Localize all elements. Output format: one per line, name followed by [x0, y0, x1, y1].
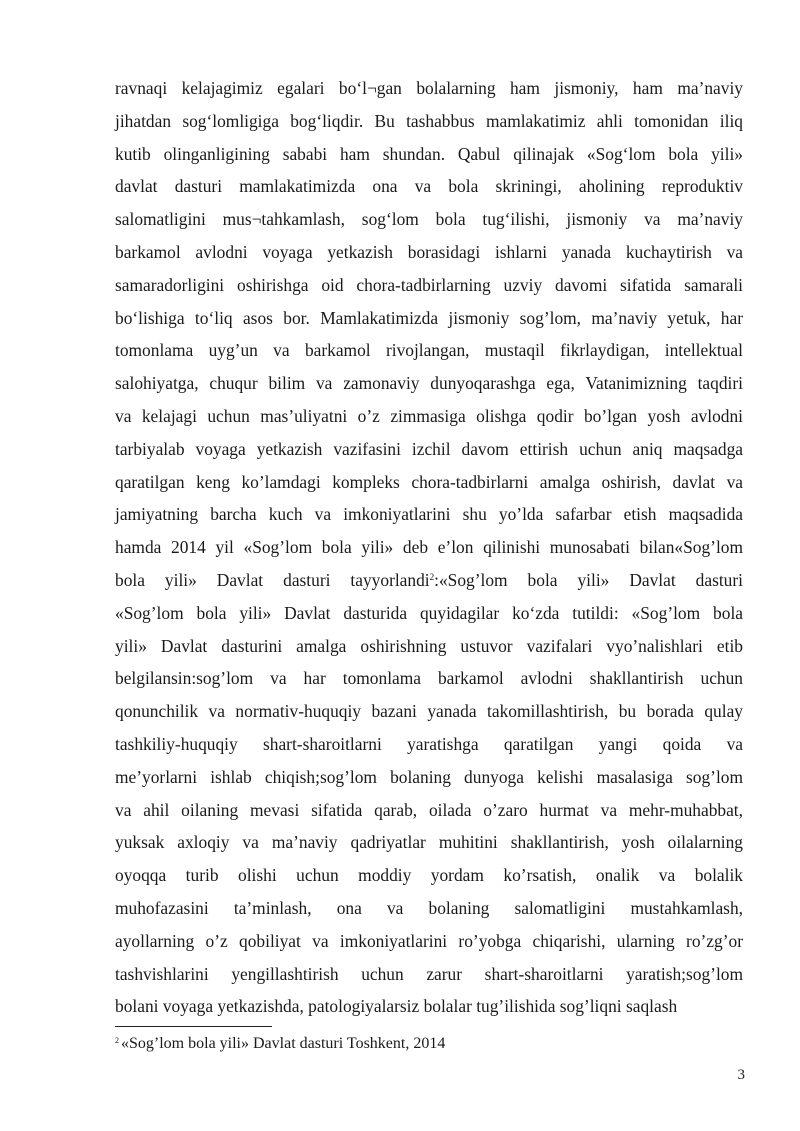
text-line	[115, 433, 743, 466]
text-line-content: yili» Davlat dasturini amalga oshirishning ustuvor vazifalari vyo’nalishlari etib	[115, 635, 743, 656]
text-line	[115, 892, 743, 925]
text-line-content: jamiyatning barcha kuch va imkoniyatlarini shu yo’lda safarbar etish maqsadida	[115, 504, 743, 525]
footnote	[115, 1034, 445, 1054]
text-line	[115, 695, 743, 728]
text-line-content: barkamol avlodni voyaga yetkazish borasidagi ishlarni yanada kuchaytirish va	[115, 241, 743, 262]
text-line-content: davlat dasturi mamlakatimizda ona va bola skriningi, aholining reproduktiv	[115, 176, 743, 197]
text-line-content: bo‘lishiga to‘liq asos bor. Mamlakatimizda jismoniy sog’lom, ma’naviy yetuk, har	[115, 307, 743, 328]
text-line-content: tashvishlarini yengillashtirish uchun zarur shart-sharoitlarni yaratish;sog’lom	[115, 963, 743, 984]
text-line-content: tarbiyalab voyaga yetkazish vazifasini izchil davom ettirish uchun aniq maqsadga	[115, 438, 743, 459]
text-line-content: bolani voyaga yetkazishda, patologiyalarsiz bolalar tug’ilishida sog’liqni saqlash	[115, 996, 678, 1017]
text-line-content: oyoqqa turib olishi uchun moddiy yordam ko’rsatish, onalik va bolalik	[115, 865, 743, 886]
text-line	[115, 334, 743, 367]
text-line	[115, 958, 743, 991]
text-line-content: qaratilgan keng ko’lamdagi kompleks chora-tadbirlarni amalga oshirish, davlat va	[115, 471, 743, 492]
text-line	[115, 630, 743, 663]
text-line	[115, 466, 743, 499]
text-line	[115, 728, 743, 761]
text-line	[115, 400, 743, 433]
text-line	[115, 72, 743, 105]
text-line-continuation: :«Sog’lom bola yili» Davlat dasturi	[434, 569, 744, 590]
text-line	[115, 138, 743, 171]
text-line-content: salohiyatga, chuqur bilim va zamonaviy dunyoqarashga ega, Vatanimizning taqdiri	[115, 373, 743, 394]
text-line-content: ayollarning o’z qobiliyat va imkoniyatlarini ro’yobga chiqarishi, ularning ro’zg’or	[115, 930, 743, 951]
text-line-content: me’yorlarni ishlab chiqish;sog’lom bolaning dunyoga kelishi masalasiga sog’lom	[115, 766, 743, 787]
text-line	[115, 925, 743, 958]
text-line	[115, 990, 743, 1023]
text-line	[115, 564, 743, 597]
footnote-marker: 2	[115, 1036, 119, 1045]
text-line-content: kutib olinganligining sababi ham shundan. Qabul qilinajak «Sog‘lom bola yili»	[115, 143, 743, 164]
text-line-content: bola yili» Davlat dasturi tayyorlandi	[115, 569, 430, 590]
text-line-content: samaradorligini oshirishga oid chora-tadbirlarning uzviy davomi sifatida samarali	[115, 274, 743, 295]
footnote-reference: 2	[429, 571, 435, 582]
text-line	[115, 367, 743, 400]
text-line	[115, 826, 743, 859]
text-line-content: belgilansin:sog’lom va har tomonlama barkamol avlodni shakllantirish uchun	[115, 668, 743, 689]
text-line-content: tomonlama uyg’un va barkamol rivojlangan, mustaqil fikrlaydigan, intellektual	[115, 340, 743, 361]
text-line-content: salomatligini mus¬tahkamlash, sog‘lom bola tug‘ilishi, jismoniy va ma’naviy	[115, 209, 743, 230]
text-line	[115, 105, 743, 138]
text-line	[115, 597, 743, 630]
text-line	[115, 203, 743, 236]
text-line-content: hamda 2014 yil «Sog’lom bola yili» deb e’lon qilinishi munosabati bilan«Sog’lom	[115, 537, 743, 558]
text-line-content: jihatdan sog‘lomligiga bog‘liqdir. Bu tashabbus mamlakatimiz ahli tomonidan iliq	[115, 110, 743, 131]
text-line	[115, 761, 743, 794]
text-line-content: va kelajagi uchun mas’uliyatni o’z zimmasiga olishga qodir bo’lgan yosh avlodni	[115, 405, 743, 426]
footnote-separator	[115, 1026, 272, 1027]
text-line-content: muhofazasini ta’minlash, ona va bolaning salomatligini mustahkamlash,	[115, 897, 743, 918]
text-line	[115, 170, 743, 203]
text-line	[115, 302, 743, 335]
text-line-content: ravnaqi kelajagimiz egalari bo‘l¬gan bolalarning ham jismoniy, ham ma’naviy	[115, 78, 743, 98]
text-line	[115, 859, 743, 892]
text-line	[115, 531, 743, 564]
text-line	[115, 794, 743, 827]
text-line-content: va ahil oilaning mevasi sifatida qarab, oilada o’zaro hurmat va mehr-muhabbat,	[115, 799, 743, 820]
text-line-content: «Sog’lom bola yili» Davlat dasturida quyidagilar ko‘zda tutildi: «Sog’lom bola	[115, 602, 743, 623]
page-number: 3	[737, 1067, 745, 1083]
text-line-content: yuksak axloqiy va ma’naviy qadriyatlar muhitini shakllantirish, yosh oilalarning	[115, 832, 743, 853]
text-line	[115, 662, 743, 695]
text-line	[115, 236, 743, 269]
text-line	[115, 269, 743, 302]
text-line	[115, 498, 743, 531]
text-line-content: qonunchilik va normativ-huquqiy bazani yanada takomillashtirish, bu borada qulay	[115, 701, 743, 722]
footnote-text: «Sog’lom bola yili» Davlat dasturi Toshkent, 2014	[121, 1035, 446, 1052]
text-line-content: tashkiliy-huquqiy shart-sharoitlarni yaratishga qaratilgan yangi qoida va	[115, 733, 743, 754]
body-text	[115, 72, 743, 1023]
